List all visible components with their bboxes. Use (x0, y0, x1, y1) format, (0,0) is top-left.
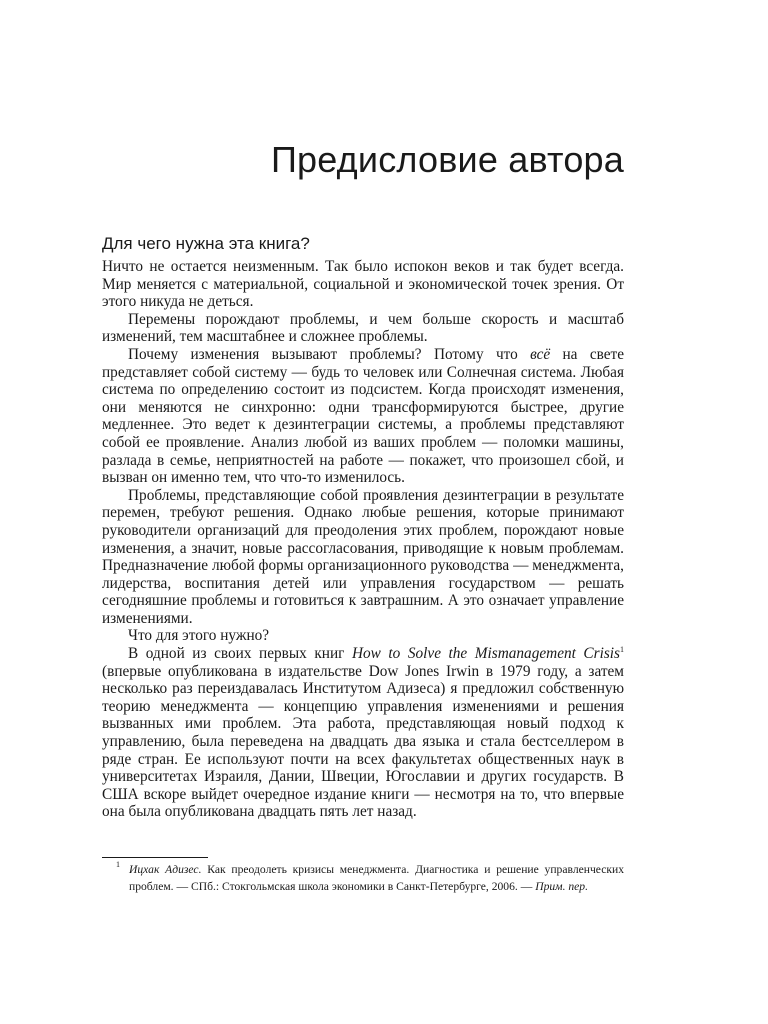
chapter-title: Предисловие автора (270, 139, 624, 180)
footnote-mark: 1 (116, 860, 120, 869)
paragraph (102, 645, 624, 821)
footnote-note: Прим. пер. (535, 879, 589, 893)
body-text (102, 258, 624, 821)
book-title: How to Solve the Mismanagement Crisis (351, 645, 620, 663)
section-heading: Для чего нужна эта книга? (102, 234, 310, 253)
footnote-ref[interactable]: 1 (620, 645, 624, 655)
paragraph: Ничто не остается неизменным. Так было испокон веков и так будет всегда. Мир меняется с материальной, социальной и экономической точек зрения. От этого никуда не деться. (102, 258, 624, 311)
paragraph: Перемены порождают проблемы, и чем больше скорость и масштаб изменений, тем масштабнее и сложнее проблемы. (102, 310, 624, 346)
paragraph (102, 346, 624, 487)
footnote-author: Ицхак Адизес. (129, 863, 202, 876)
paragraph-text: на свете представляет собой систему — будь то человек или Солнечная система. Любая система по определению состоит из подсистем. Когда происходят изменения, они меняются не синхронно: одни трансформируются быстрее, другие медленнее. Это ведет к дезинтеграции системы, а проблемы представляют собой ее проявление. Анализ любой из ваших проблем — поломки машины, разлада в семье, неприятностей на работе — покажет, что произошел сбой, и вызван он именно тем, что что-то изменилось. (102, 345, 625, 487)
footnote (129, 862, 624, 895)
paragraph: Проблемы, представляющие собой проявления дезинтеграции в результате перемен, требуют решения. Однако любые решения, которые принимают руководители организаций для преодоления этих проблем, порождают новые изменения, а значит, новые рассогласования, приводящие к новым проблемам. Предназначение любой формы организационного руководства — менеджмента, лидерства, воспитания детей или управления государством — решать сегодняшние проблемы и готовиться к завтрашним. А это означает управление изменениями. (102, 486, 624, 627)
paragraph-text: В одной из своих первых книг (128, 645, 352, 663)
paragraph-text: (впервые опубликована в издательстве Dow Jones Irwin в 1979 году, а затем несколько раз переиздавалась Институтом Адизеса) я предложил собственную теорию менеджмента — концепцию управления изменениями и решения вызванных ими проблем. Эта работа, представляющая новый подход к управлению, была переведена на двадцать два языка и стала бестселлером в ряде стран. Ее используют почти на всех факультетах общественных наук в университетах Израиля, Дании, Швеции, Югославии и других государств. В США вскоре выйдет очередное издание книги — несмотря на то, что впервые она была опубликована двадцать пять лет назад. (102, 662, 624, 821)
footnote-text: Как преодолеть кризисы менеджмента. Диагностика и решение управленческих проблем. — СПб.: Стокгольмская школа экономики в Санкт-Петербурге, 2006. — (129, 863, 624, 893)
paragraph-text: Почему изменения вызывают проблемы? Потому что (128, 345, 531, 363)
footnote-divider (102, 857, 208, 858)
emphasis: всё (530, 345, 551, 363)
paragraph: Что для этого нужно? (128, 627, 270, 645)
